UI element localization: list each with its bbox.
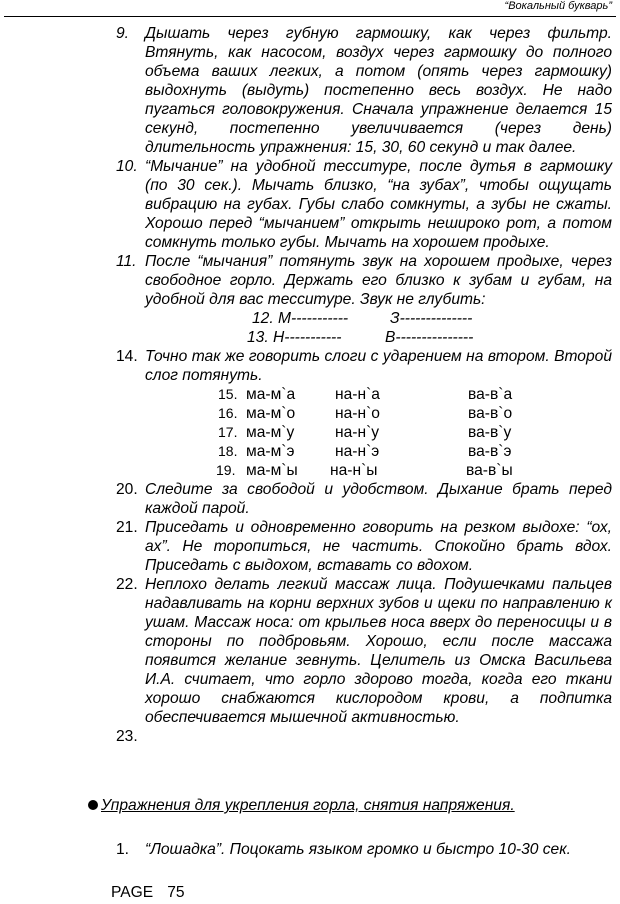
page-number: 75 xyxy=(167,884,185,901)
item-text: После “мычания” потянуть звук на хорошем продыхе, через свободное горло. Держать его близко к зубам и губам, на удобной для вас тесситуре. Звук не глубить: xyxy=(145,253,612,308)
syllable-row xyxy=(116,385,612,404)
syllable-va: ва-в`ы xyxy=(466,462,513,479)
exercise-list xyxy=(116,24,612,746)
syllable-number: 15. xyxy=(218,386,238,402)
syllable-na: на-н`о xyxy=(335,405,380,422)
item-number: 20. xyxy=(116,481,138,498)
syllable-ma: ма-м`а xyxy=(246,386,296,403)
syllable-row xyxy=(116,442,612,461)
exercise-item-1 xyxy=(116,840,612,859)
list-item-20 xyxy=(116,480,612,518)
syllable-na: на-н`э xyxy=(335,443,380,460)
syllable-na: на-н`ы xyxy=(330,462,378,479)
item-text: “Лошадка”. Поцокать языком громко и быстро 10-30 сек. xyxy=(145,841,571,858)
book-title: “Вокальный букварь” xyxy=(504,0,612,12)
item-number: 9. xyxy=(116,25,130,42)
item-text: Приседать и одновременно говорить на резком выдохе: “ох, ах”. Не торопиться, не частить. Спокойно брать вдох. Приседать с выдохом, вставать со вдохом. xyxy=(145,519,612,574)
syllable-ma: ма-м`ы xyxy=(246,462,298,479)
sound-line-n: 13. Н----------- xyxy=(247,329,342,346)
syllable-ma: ма-м`у xyxy=(246,424,295,441)
item-text: Неплохо делать легкий массаж лица. Подушечками пальцев надавливать на корни верхних зубов и щеки по направлению к ушам. Массаж носа: от крыльев носа вверх до переносицы и в стороны по подбровьям. Хорошо, если после массажа появится желание зевнуть. Целитель из Омска Васильева И.А. считает, что горло здорово тогда, когда его ткани хорошо снабжаются кислородом крови, а подпитка обеспечивается мышечной активностью. xyxy=(145,576,612,726)
syllable-row xyxy=(116,404,612,423)
syllable-na: на-н`у xyxy=(335,424,380,441)
list-item-12 xyxy=(116,309,612,328)
syllable-ma: ма-м`э xyxy=(246,443,295,460)
item-number: 14. xyxy=(116,348,138,365)
item-number: 1. xyxy=(116,841,130,858)
syllable-va: ва-в`у xyxy=(468,424,512,441)
sound-line-z: З-------------- xyxy=(390,310,473,327)
list-item-21 xyxy=(116,518,612,575)
item-text: Следите за свободой и удобством. Дыхание брать перед каждой парой. xyxy=(145,481,612,517)
section-heading xyxy=(88,797,515,815)
page-label: PAGE xyxy=(111,884,154,901)
item-number: 22. xyxy=(116,576,138,593)
list-item-13 xyxy=(116,328,612,347)
list-item-9 xyxy=(116,24,612,157)
item-text: Дышать через губную гармошку, как через фильтр. Втянуть, как насосом, воздух через гармошку до полного объема ваших легких, а потом (опять через гармошку) выдохнуть (выдуть) постепенно весь воздух. Не надо пугаться головокружения. Сначала упражнение делается 15 секунд, постепенно увеличивается (через день) длительность упражнения: 15, 30, 60 секунд и так далее. xyxy=(145,25,612,156)
syllable-number: 17. xyxy=(218,424,238,440)
item-number: 23. xyxy=(116,728,138,745)
item-number: 10. xyxy=(116,158,138,175)
syllable-na: на-н`а xyxy=(335,386,380,403)
item-text: Точно так же говорить слоги с ударением на втором. Второй слог потянуть. xyxy=(145,348,612,384)
syllable-va: ва-в`а xyxy=(468,386,513,403)
list-item-22 xyxy=(116,575,612,727)
syllable-va: ва-в`о xyxy=(468,405,513,422)
item-number: 11. xyxy=(116,253,137,270)
header-divider xyxy=(4,16,616,17)
syllable-number: 18. xyxy=(218,443,238,459)
list-item-11 xyxy=(116,252,612,309)
syllable-ma: ма-м`о xyxy=(246,405,296,422)
item-number: 21. xyxy=(116,519,138,536)
list-item-10 xyxy=(116,157,612,252)
section-title: Упражнения для укрепления горла, снятия напряжения. xyxy=(101,797,515,814)
syllable-va: ва-в`э xyxy=(468,443,512,460)
item-text: “Мычание” на удобной тесситуре, после дутья в гармошку (по 30 сек.). Мычать близко, “на зубах”, чтобы ощущать вибрацию на губах. Губы слабо сомкнуты, а зубы не сжаты. Хорошо перед “мычанием” открыть нешироко рот, а потом сомкнуть только губы. Мычать на хорошем продыхе. xyxy=(145,158,612,251)
bullet-icon xyxy=(88,800,98,810)
syllable-row xyxy=(116,461,612,480)
page-footer xyxy=(111,884,185,902)
syllable-row xyxy=(116,423,612,442)
syllable-number: 16. xyxy=(218,405,238,421)
sound-line-m: 12. М----------- xyxy=(252,310,349,327)
list-item-23 xyxy=(116,727,612,746)
list-item-14 xyxy=(116,347,612,385)
syllable-number: 19. xyxy=(216,462,236,478)
sound-line-v: В--------------- xyxy=(385,329,474,346)
